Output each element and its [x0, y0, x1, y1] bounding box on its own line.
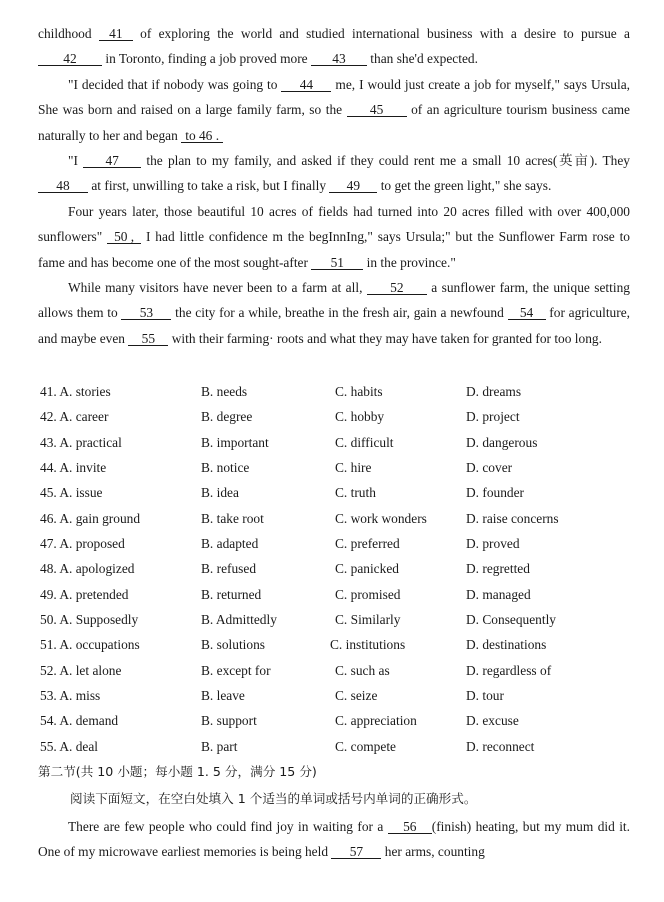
option-b: B. take root: [201, 510, 264, 526]
text: of an agriculture tourism business came naturally to her and began: [38, 102, 630, 143]
text: There are few people who could find joy in waiting for a: [68, 819, 388, 834]
option-d: D. proved: [466, 536, 520, 552]
option-row: [40, 735, 640, 760]
text: for agriculture, and maybe even: [38, 305, 630, 346]
text: of exploring the world and studied international business with a desire to pursue a: [132, 26, 630, 41]
option-c: C. compete: [335, 738, 396, 754]
text: While many visitors have never been to a farm at all,: [68, 280, 367, 295]
option-a: 43. A. practical: [40, 434, 122, 450]
option-c: C. institutions: [330, 637, 406, 653]
blank-45: 45: [347, 103, 407, 117]
option-row: [40, 405, 640, 430]
option-d: D. excuse: [466, 713, 519, 729]
option-c: C. such as: [335, 662, 390, 678]
option-b: B. part: [201, 738, 238, 754]
blank-43: 43: [311, 52, 367, 66]
passage-paragraph-1: [38, 21, 630, 72]
option-b: B. notice: [201, 460, 250, 476]
option-d: D. reconnect: [466, 738, 535, 754]
text: I had little confidence m the begInnIng," says Ursula;" but the Sunflower Farm rose to fame and has become one of the most sought-after: [38, 229, 631, 270]
text: me, I would just create a job for myself," says Ursula, She was born and raised on a large family farm, so the: [38, 77, 630, 118]
option-row: [40, 380, 640, 405]
option-d: D. dangerous: [466, 434, 538, 450]
option-b: B. refused: [201, 561, 257, 577]
text: the plan to my family, and asked if they could rent me a small 10 acres(英亩). They: [141, 153, 630, 168]
blank-53: 53: [121, 306, 171, 320]
blank-48: 48: [38, 179, 88, 193]
option-row: [40, 659, 640, 684]
option-d: D. cover: [466, 460, 513, 476]
text: than she'd expected.: [366, 51, 478, 67]
text: at first, unwilling to take a risk, but I finally: [88, 178, 330, 194]
text: to get the green light," she says.: [377, 178, 552, 194]
option-b: B. except for: [201, 662, 271, 678]
blank-47: 47: [83, 154, 141, 168]
text: the city for a while, breathe in the fresh air, gain a newfound: [171, 305, 508, 321]
blank-57: 57: [331, 845, 381, 859]
option-c: C. Similarly: [335, 612, 401, 628]
option-b: B. returned: [201, 586, 262, 602]
option-b: B. degree: [201, 409, 253, 425]
option-a: 45. A. issue: [40, 485, 103, 501]
option-row: [40, 507, 640, 532]
option-d: D. founder: [466, 485, 525, 501]
option-a: 50. A. Supposedly: [40, 612, 139, 628]
blank-52: 52: [367, 281, 427, 295]
section-instruction: 阅读下面短文，在空白处填入 1 个适当的单词或括号内单词的正确形式。: [70, 791, 477, 806]
option-a: 54. A. demand: [40, 713, 119, 729]
option-d: D. Consequently: [466, 612, 557, 628]
option-d: D. raise concerns: [466, 510, 559, 526]
text: (finish) heating, but my mum did it. One of my microwave earliest memories is being held: [38, 819, 630, 860]
blank-49: 49: [329, 179, 377, 193]
blank-55: 55: [128, 332, 168, 346]
answer-options: [40, 380, 640, 760]
option-a: 41. A. stories: [40, 384, 111, 399]
blank-50: 50 ,: [107, 230, 141, 244]
option-a: 51. A. occupations: [40, 637, 140, 653]
passage-paragraph-2: [38, 72, 630, 148]
option-c: C. truth: [335, 485, 376, 501]
passage-paragraph-6: [38, 814, 630, 865]
option-row: [40, 684, 640, 709]
option-b: B. important: [201, 434, 269, 450]
text: "I decided that if nobody was going to: [68, 77, 282, 92]
option-a: 49. A. pretended: [40, 586, 129, 602]
blank-51: 51: [311, 256, 363, 270]
option-c: C. habits: [335, 384, 383, 399]
option-row: [40, 608, 640, 633]
option-row: [40, 709, 640, 734]
option-d: D. tour: [466, 688, 504, 704]
option-d: D. regardless of: [466, 662, 552, 678]
option-d: D. project: [466, 409, 520, 425]
option-d: D. managed: [466, 586, 531, 602]
blank-44: 44: [281, 78, 331, 92]
text: Four years later, those beautiful 10 acres of fields had turned into 20 acres filled with over 400,000 sunflowers": [38, 204, 630, 245]
blank-41: 41: [99, 27, 133, 41]
option-a: 46. A. gain ground: [40, 510, 141, 526]
text: in the province.": [363, 254, 456, 270]
option-row: [40, 532, 640, 557]
option-a: 44. A. invite: [40, 460, 107, 476]
option-row: [40, 481, 640, 506]
option-c: C. work wonders: [335, 510, 427, 526]
option-a: 47. A. proposed: [40, 536, 125, 552]
text: childhood: [38, 26, 99, 41]
option-b: B. Admittedly: [201, 612, 277, 628]
option-c: C. hobby: [335, 409, 385, 425]
option-b: B. leave: [201, 688, 245, 704]
option-d: D. regretted: [466, 561, 530, 577]
section-title: 第二节(共 10 小题；每小题 1. 5 分，满分 15 分): [38, 764, 317, 779]
option-row: [40, 456, 640, 481]
option-row: [40, 633, 640, 658]
passage-paragraph-4: [38, 199, 630, 275]
option-d: D. destinations: [466, 637, 547, 653]
option-d: D. dreams: [466, 384, 522, 399]
blank-46: to 46 .: [181, 129, 223, 143]
option-c: C. preferred: [335, 536, 400, 552]
option-a: 53. A. miss: [40, 688, 101, 704]
option-c: C. seize: [335, 688, 378, 704]
option-row: [40, 557, 640, 582]
text: with their farming· roots and what they may have taken for granted for too long.: [168, 330, 602, 346]
text: in Toronto, finding a job proved more: [102, 51, 311, 67]
option-c: C. panicked: [335, 561, 399, 577]
passage-paragraph-3: [38, 148, 630, 199]
option-a: 55. A. deal: [40, 738, 99, 754]
option-b: B. needs: [201, 384, 248, 399]
option-c: C. difficult: [335, 434, 394, 450]
option-c: C. hire: [335, 460, 372, 476]
option-b: B. idea: [201, 485, 239, 501]
option-a: 52. A. let alone: [40, 662, 122, 678]
option-row: [40, 583, 640, 608]
option-c: C. appreciation: [335, 713, 417, 729]
blank-54: 54: [508, 306, 546, 320]
option-a: 42. A. career: [40, 409, 109, 425]
text: "I: [68, 153, 84, 168]
passage-paragraph-5: [38, 275, 630, 351]
option-b: B. adapted: [201, 536, 259, 552]
option-c: C. promised: [335, 586, 401, 602]
text: a sunflower farm, the unique setting allows them to: [38, 280, 630, 321]
option-b: B. support: [201, 713, 257, 729]
option-b: B. solutions: [201, 637, 265, 653]
text: her arms, counting: [381, 844, 485, 860]
blank-56: 56: [388, 820, 432, 834]
option-a: 48. A. apologized: [40, 561, 135, 577]
option-row: [40, 431, 640, 456]
blank-42: 42: [38, 52, 102, 66]
